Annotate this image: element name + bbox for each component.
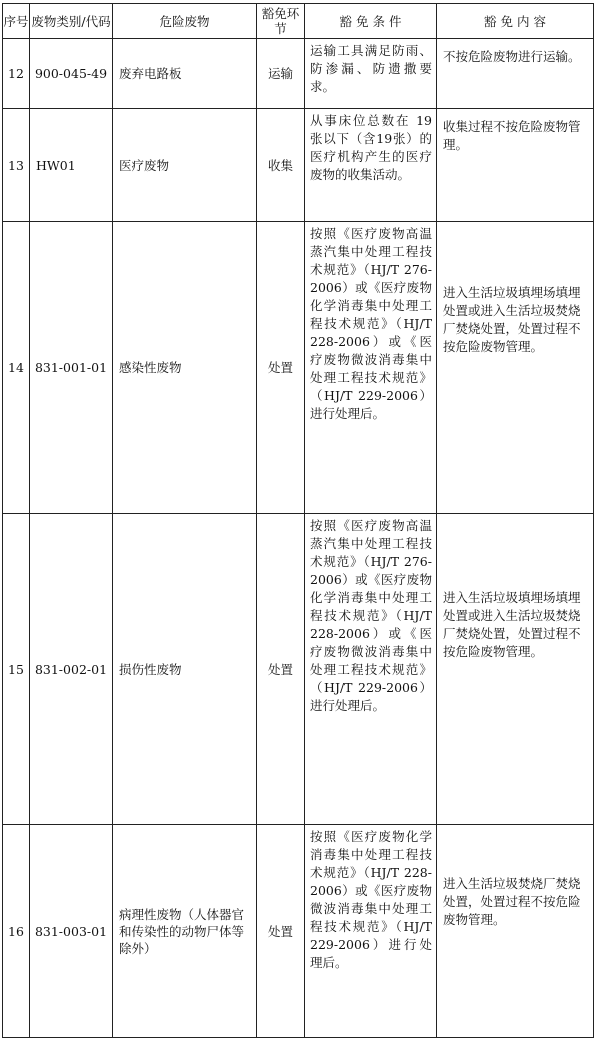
cell-no: 13 [3, 109, 30, 222]
cell-content: 进入生活垃圾填埋场填埋处置或进入生活垃圾焚烧厂焚烧处置，处置过程不按危险废物管理。 [437, 222, 594, 514]
cell-no: 14 [3, 222, 30, 514]
cell-waste: 病理性废物（人体器官和传染性的动物尸体等除外） [113, 825, 257, 1038]
header-row [3, 4, 594, 39]
table-row [3, 39, 594, 109]
cell-waste: 感染性废物 [113, 222, 257, 514]
cell-code: 831-003-01 [30, 825, 113, 1038]
cell-code: 831-001-01 [30, 222, 113, 514]
table-row [3, 825, 594, 1038]
header-stage: 豁免环节 [257, 4, 305, 39]
cell-content: 进入生活垃圾填埋场填埋处置或进入生活垃圾焚烧厂焚烧处置，处置过程不按危险废物管理。 [437, 514, 594, 825]
cell-content: 收集过程不按危险废物管理。 [437, 109, 594, 222]
cell-condition: 按照《医疗废物高温蒸汽集中处理工程技术规范》（HJ/T 276-2006）或《医疗废物化学消毒集中处理工程技术规范》（HJ/T 228-2006）或《医疗废物微波消毒集中处理工程技术规范》（HJ/T 229-2006）进行处理后。 [305, 222, 437, 514]
cell-waste: 医疗废物 [113, 109, 257, 222]
cell-stage: 处置 [257, 222, 305, 514]
table-row [3, 514, 594, 825]
cell-condition: 从事床位总数在 19 张以下（含19张）的医疗机构产生的医疗废物的收集活动。 [305, 109, 437, 222]
table-row [3, 222, 594, 514]
cell-condition: 运输工具满足防雨、防渗漏、防遗撒要求。 [305, 39, 437, 109]
header-content: 豁 免 内 容 [437, 4, 594, 39]
cell-code: 900-045-49 [30, 39, 113, 109]
header-no: 序号 [3, 4, 30, 39]
cell-condition: 按照《医疗废物高温蒸汽集中处理工程技术规范》（HJ/T 276-2006）或《医疗废物化学消毒集中处理工程技术规范》（HJ/T 228-2006）或《医疗废物微波消毒集中处理工程技术规范》（HJ/T 229-2006）进行处理后。 [305, 514, 437, 825]
table-row [3, 109, 594, 222]
exemption-table [2, 3, 594, 1038]
cell-no: 15 [3, 514, 30, 825]
cell-stage: 处置 [257, 514, 305, 825]
cell-stage: 处置 [257, 825, 305, 1038]
header-waste: 危险废物 [113, 4, 257, 39]
cell-no: 12 [3, 39, 30, 109]
cell-waste: 损伤性废物 [113, 514, 257, 825]
header-code: 废物类别/代码 [30, 4, 113, 39]
cell-code: 831-002-01 [30, 514, 113, 825]
cell-condition: 按照《医疗废物化学消毒集中处理工程技术规范》（HJ/T 228-2006）或《医疗废物微波消毒集中处理工程技术规范》（HJ/T 229-2006）进行处理后。 [305, 825, 437, 1038]
cell-content: 进入生活垃圾焚烧厂焚烧处置，处置过程不按危险废物管理。 [437, 825, 594, 1038]
cell-no: 16 [3, 825, 30, 1038]
cell-code: HW01 [30, 109, 113, 222]
cell-waste: 废弃电路板 [113, 39, 257, 109]
cell-stage: 运输 [257, 39, 305, 109]
cell-content: 不按危险废物进行运输。 [437, 39, 594, 109]
header-condition: 豁 免 条 件 [305, 4, 437, 39]
cell-stage: 收集 [257, 109, 305, 222]
